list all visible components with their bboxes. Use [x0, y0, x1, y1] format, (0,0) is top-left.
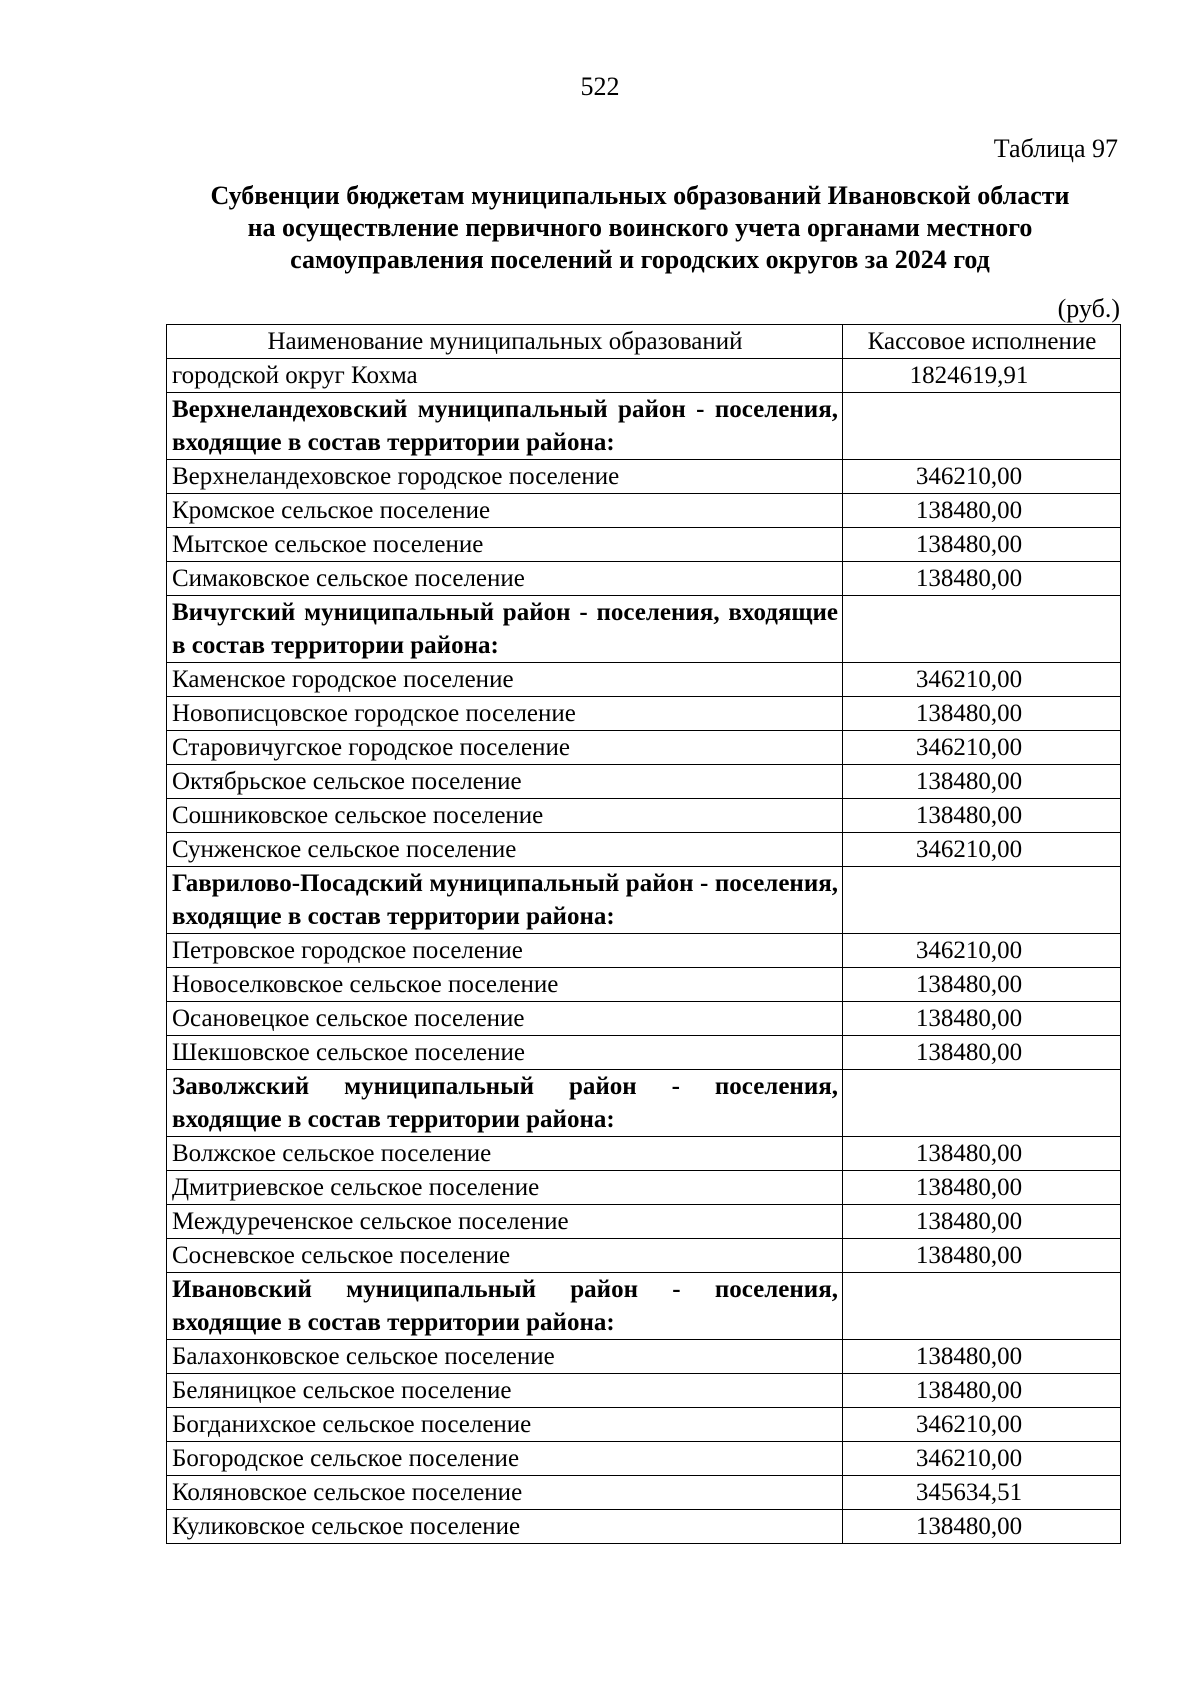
municipality-name: Богородское сельское поселение — [167, 1442, 843, 1476]
cash-execution-value: 138480,00 — [843, 1510, 1121, 1544]
table-row — [167, 765, 1121, 799]
municipality-name: городской округ Кохма — [167, 359, 843, 393]
district-group-row — [167, 1070, 1121, 1137]
cash-execution-value: 138480,00 — [843, 1374, 1121, 1408]
cash-execution-value — [843, 1070, 1121, 1137]
cash-execution-value: 138480,00 — [843, 968, 1121, 1002]
cash-execution-value: 138480,00 — [843, 1205, 1121, 1239]
document-title — [150, 180, 1130, 276]
municipality-name: Гаврилово-Посадский муниципальный район - поселения, входящие в состав территории района: — [167, 867, 843, 934]
table-row — [167, 1408, 1121, 1442]
municipality-name: Богданихское сельское поселение — [167, 1408, 843, 1442]
municipality-name: Волжское сельское поселение — [167, 1137, 843, 1171]
table-row — [167, 1239, 1121, 1273]
municipality-name: Осановецкое сельское поселение — [167, 1002, 843, 1036]
municipality-name: Сосневское сельское поселение — [167, 1239, 843, 1273]
municipality-name: Симаковское сельское поселение — [167, 562, 843, 596]
municipality-name: Сошниковское сельское поселение — [167, 799, 843, 833]
municipality-name: Сунженское сельское поселение — [167, 833, 843, 867]
cash-execution-value: 138480,00 — [843, 765, 1121, 799]
table-row — [167, 833, 1121, 867]
municipality-name: Петровское городское поселение — [167, 934, 843, 968]
cash-execution-value — [843, 596, 1121, 663]
page-number: 522 — [580, 72, 620, 101]
municipality-name: Октябрьское сельское поселение — [167, 765, 843, 799]
municipality-name: Каменское городское поселение — [167, 663, 843, 697]
subvention-table — [166, 324, 1121, 1544]
cash-execution-value: 138480,00 — [843, 1340, 1121, 1374]
table-row — [167, 562, 1121, 596]
cash-execution-value: 346210,00 — [843, 1408, 1121, 1442]
title-line: на осуществление первичного воинского учета органами местного — [247, 213, 1033, 242]
municipality-name: Новоселковское сельское поселение — [167, 968, 843, 1002]
municipality-name: Верхнеландеховский муниципальный район - поселения, входящие в состав территории района: — [167, 393, 843, 460]
district-group-row — [167, 393, 1121, 460]
table-row — [167, 1476, 1121, 1510]
cash-execution-value — [843, 1273, 1121, 1340]
header-name: Наименование муниципальных образований — [167, 325, 843, 359]
table-row — [167, 460, 1121, 494]
district-group-row — [167, 1273, 1121, 1340]
cash-execution-value: 346210,00 — [843, 460, 1121, 494]
table-row — [167, 799, 1121, 833]
cash-execution-value: 138480,00 — [843, 1036, 1121, 1070]
municipality-name: Старовичугское городское поселение — [167, 731, 843, 765]
cash-execution-value: 138480,00 — [843, 799, 1121, 833]
table-row — [167, 359, 1121, 393]
municipality-name: Ивановский муниципальный район - поселения, входящие в состав территории района: — [167, 1273, 843, 1340]
cash-execution-value: 346210,00 — [843, 934, 1121, 968]
district-group-row — [167, 596, 1121, 663]
table-row — [167, 663, 1121, 697]
cash-execution-value: 138480,00 — [843, 697, 1121, 731]
municipality-name: Шекшовское сельское поселение — [167, 1036, 843, 1070]
table-row — [167, 1137, 1121, 1171]
cash-execution-value: 346210,00 — [843, 663, 1121, 697]
table-row — [167, 1510, 1121, 1544]
table-row — [167, 494, 1121, 528]
cash-execution-value: 138480,00 — [843, 528, 1121, 562]
table-row — [167, 968, 1121, 1002]
cash-execution-value: 138480,00 — [843, 1137, 1121, 1171]
municipality-name: Дмитриевское сельское поселение — [167, 1171, 843, 1205]
table-row — [167, 1171, 1121, 1205]
table-header-row — [167, 325, 1121, 359]
cash-execution-value: 346210,00 — [843, 731, 1121, 765]
cash-execution-value: 346210,00 — [843, 1442, 1121, 1476]
municipality-name: Беляницкое сельское поселение — [167, 1374, 843, 1408]
cash-execution-value: 346210,00 — [843, 833, 1121, 867]
table-body — [167, 359, 1121, 1544]
municipality-name: Балахонковское сельское поселение — [167, 1340, 843, 1374]
table-row — [167, 731, 1121, 765]
table-label: Таблица 97 — [993, 134, 1118, 163]
cash-execution-value: 1824619,91 — [843, 359, 1121, 393]
cash-execution-value: 138480,00 — [843, 1239, 1121, 1273]
cash-execution-value: 345634,51 — [843, 1476, 1121, 1510]
currency-unit: (руб.) — [1057, 294, 1120, 323]
header-value: Кассовое исполнение — [843, 325, 1121, 359]
cash-execution-value — [843, 393, 1121, 460]
municipality-name: Мытское сельское поселение — [167, 528, 843, 562]
municipality-name: Заволжский муниципальный район - поселения, входящие в состав территории района: — [167, 1070, 843, 1137]
table-row — [167, 1205, 1121, 1239]
municipality-name: Коляновское сельское поселение — [167, 1476, 843, 1510]
title-line: самоуправления поселений и городских округов за 2024 год — [290, 245, 990, 274]
title-line: Субвенции бюджетам муниципальных образований Ивановской области — [210, 181, 1070, 210]
municipality-name: Вичугский муниципальный район - поселения, входящие в состав территории района: — [167, 596, 843, 663]
cash-execution-value: 138480,00 — [843, 562, 1121, 596]
cash-execution-value: 138480,00 — [843, 1002, 1121, 1036]
table-row — [167, 1036, 1121, 1070]
table-row — [167, 1374, 1121, 1408]
table-row — [167, 1340, 1121, 1374]
district-group-row — [167, 867, 1121, 934]
municipality-name: Междуреченское сельское поселение — [167, 1205, 843, 1239]
cash-execution-value: 138480,00 — [843, 1171, 1121, 1205]
municipality-name: Куликовское сельское поселение — [167, 1510, 843, 1544]
municipality-name: Верхнеландеховское городское поселение — [167, 460, 843, 494]
municipality-name: Кромское сельское поселение — [167, 494, 843, 528]
municipality-name: Новописцовское городское поселение — [167, 697, 843, 731]
table-row — [167, 528, 1121, 562]
table-row — [167, 1442, 1121, 1476]
cash-execution-value: 138480,00 — [843, 494, 1121, 528]
cash-execution-value — [843, 867, 1121, 934]
table-row — [167, 697, 1121, 731]
table-row — [167, 934, 1121, 968]
table-row — [167, 1002, 1121, 1036]
